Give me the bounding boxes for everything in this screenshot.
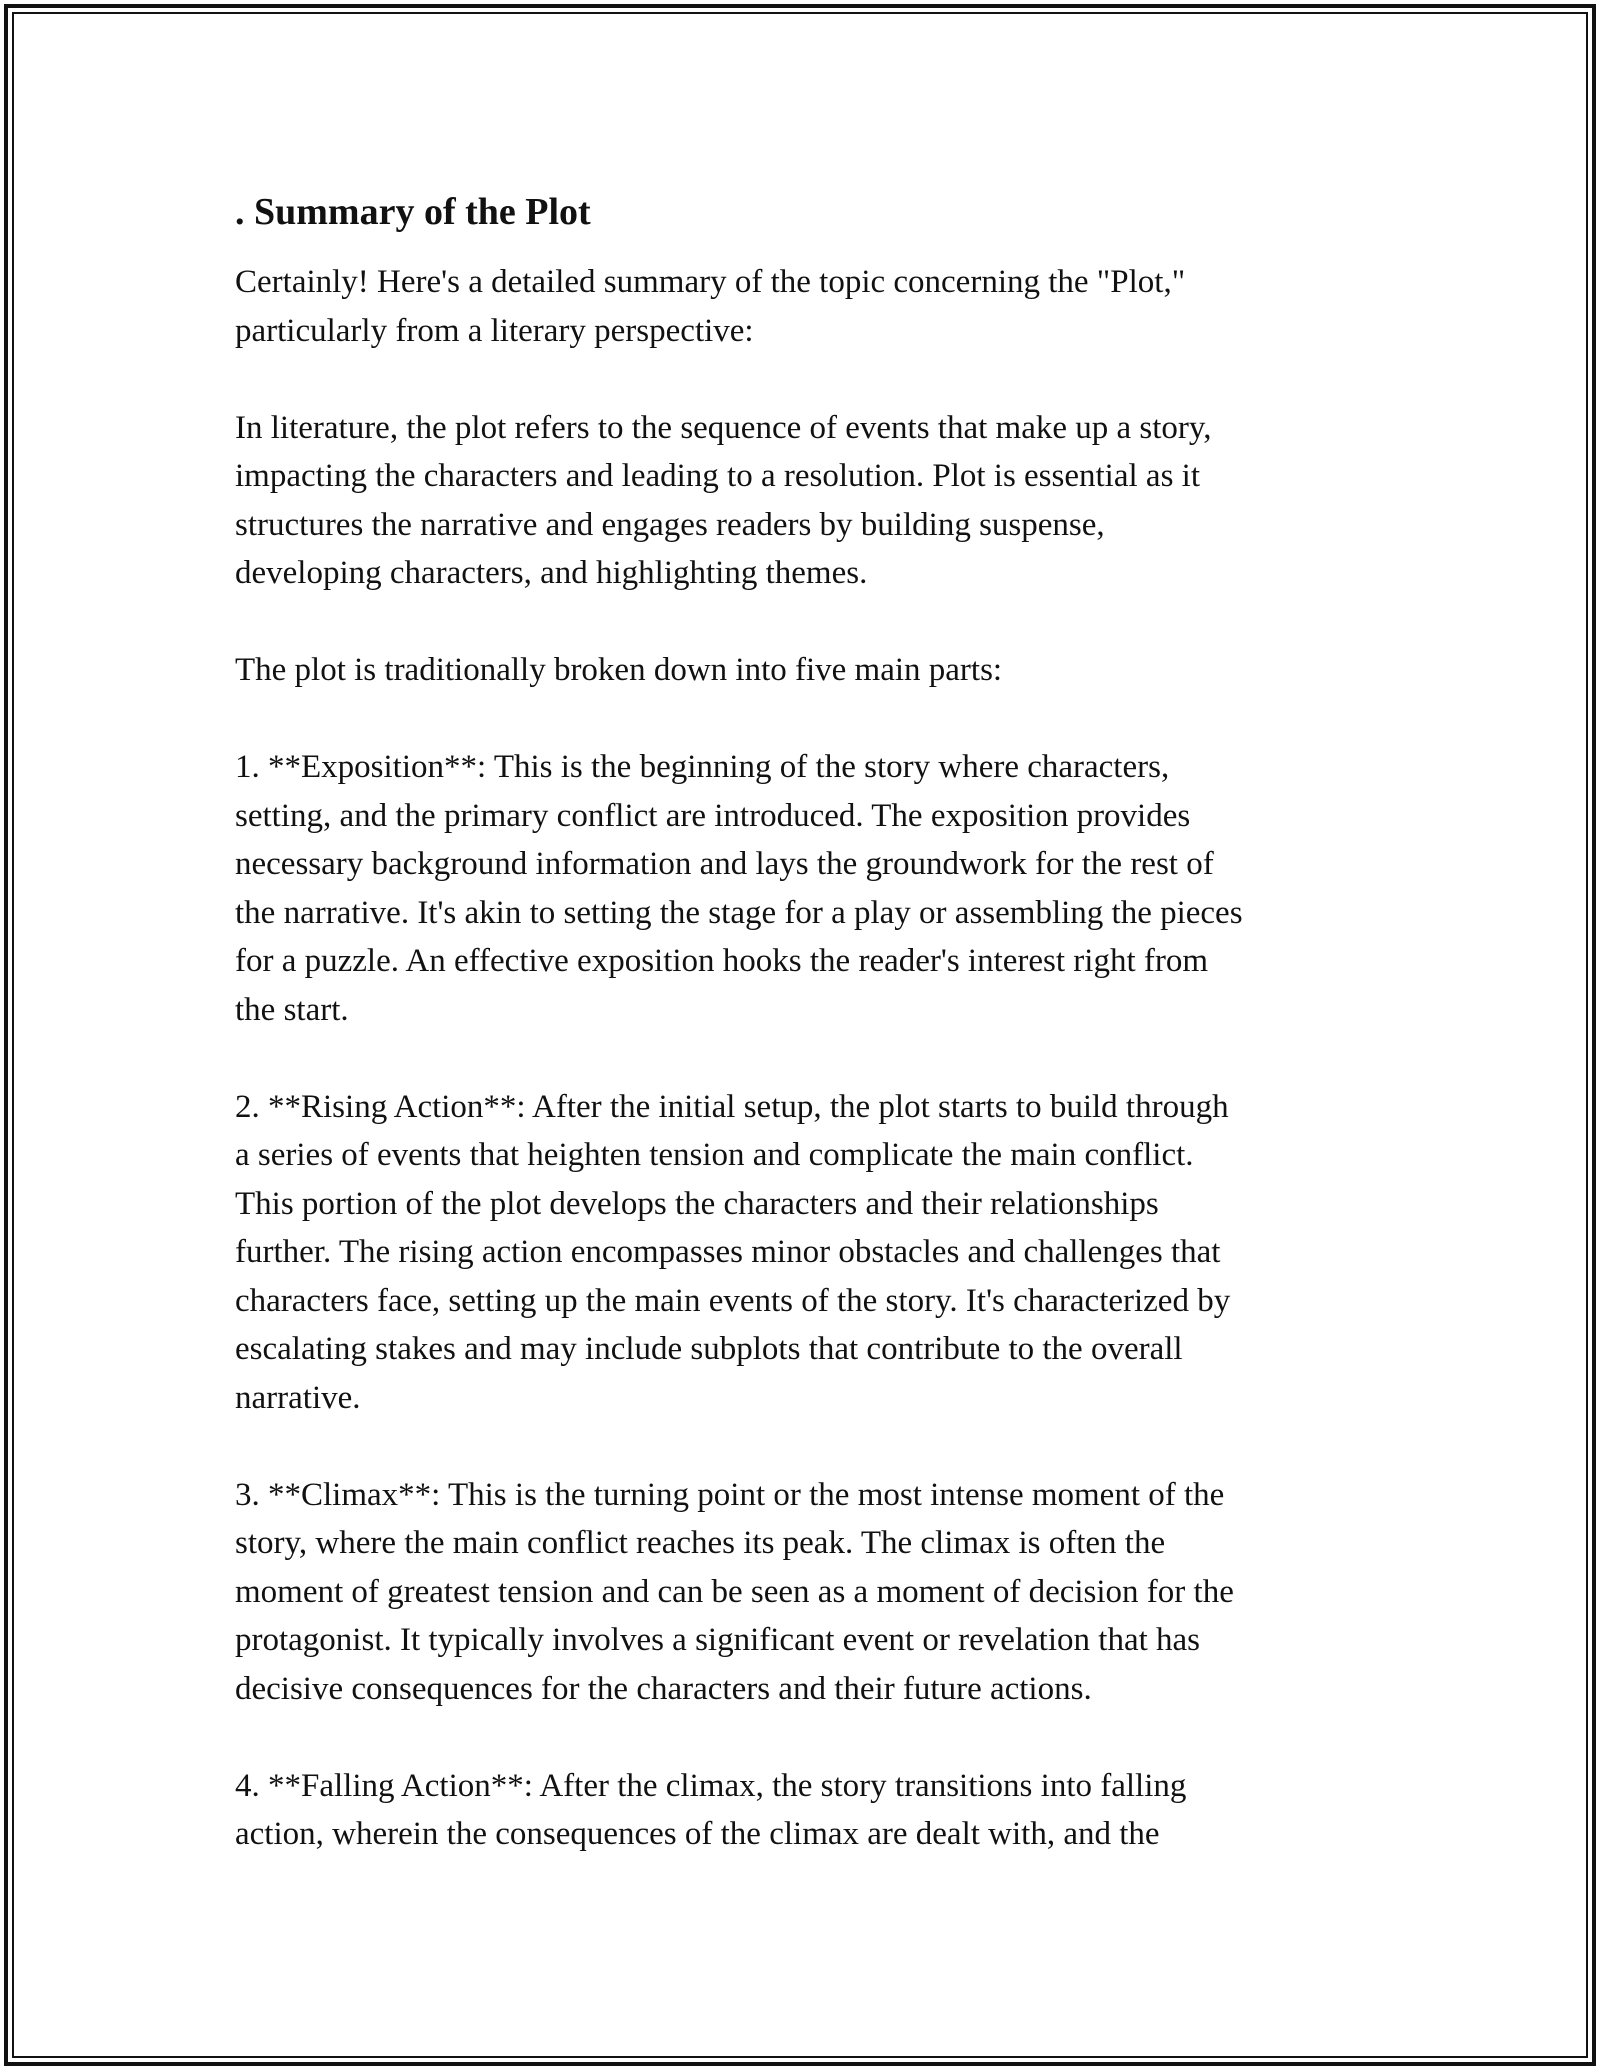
paragraph-exposition: 1. **Exposition**: This is the beginning of the story where characters, setting, and the primary conflict are introduced. The exposition provides necessary background information and lays the groundwork for the rest of the narrative. It's akin to setting the stage for a play or assembling the pieces for a puzzle. An effective exposition hooks the reader's interest right from the start. bbox=[235, 749, 1243, 1028]
paragraph-climax: 3. **Climax**: This is the turning point or the most intense moment of the story, where the main conflict reaches its peak. The climax is often the moment of greatest tension and can be seen as a moment of decision for the protagonist. It typically involves a significant event or revelation that has decisive consequences for the characters and their future actions. bbox=[235, 1476, 1234, 1707]
document-body bbox=[235, 184, 1365, 1907]
paragraph-definition: In literature, the plot refers to the sequence of events that make up a story, impacting the characters and leading to a resolution. Plot is essential as it structures the narrative and engages readers by building suspense, developing characters, and highlighting themes. bbox=[235, 409, 1212, 591]
paragraph-falling-action: 4. **Falling Action**: After the climax, the story transitions into falling action, wherein the consequences of the climax are dealt with, and the bbox=[235, 1767, 1187, 1852]
document-heading: . Summary of the Plot bbox=[235, 191, 591, 233]
paragraph-rising-action: 2. **Rising Action**: After the initial setup, the plot starts to build through a series of events that heighten tension and complicate the main conflict. This portion of the plot develops the characters and their relationships further. The rising action encompasses minor obstacles and challenges that characters face, setting up the main events of the story. It's characterized by escalating stakes and may include subplots that contribute to the overall narrative. bbox=[235, 1088, 1231, 1416]
paragraph-parts-intro: The plot is traditionally broken down into five main parts: bbox=[235, 652, 1003, 688]
paragraph-intro: Certainly! Here's a detailed summary of the topic concerning the "Plot," particularly from a literary perspective: bbox=[235, 264, 1186, 349]
